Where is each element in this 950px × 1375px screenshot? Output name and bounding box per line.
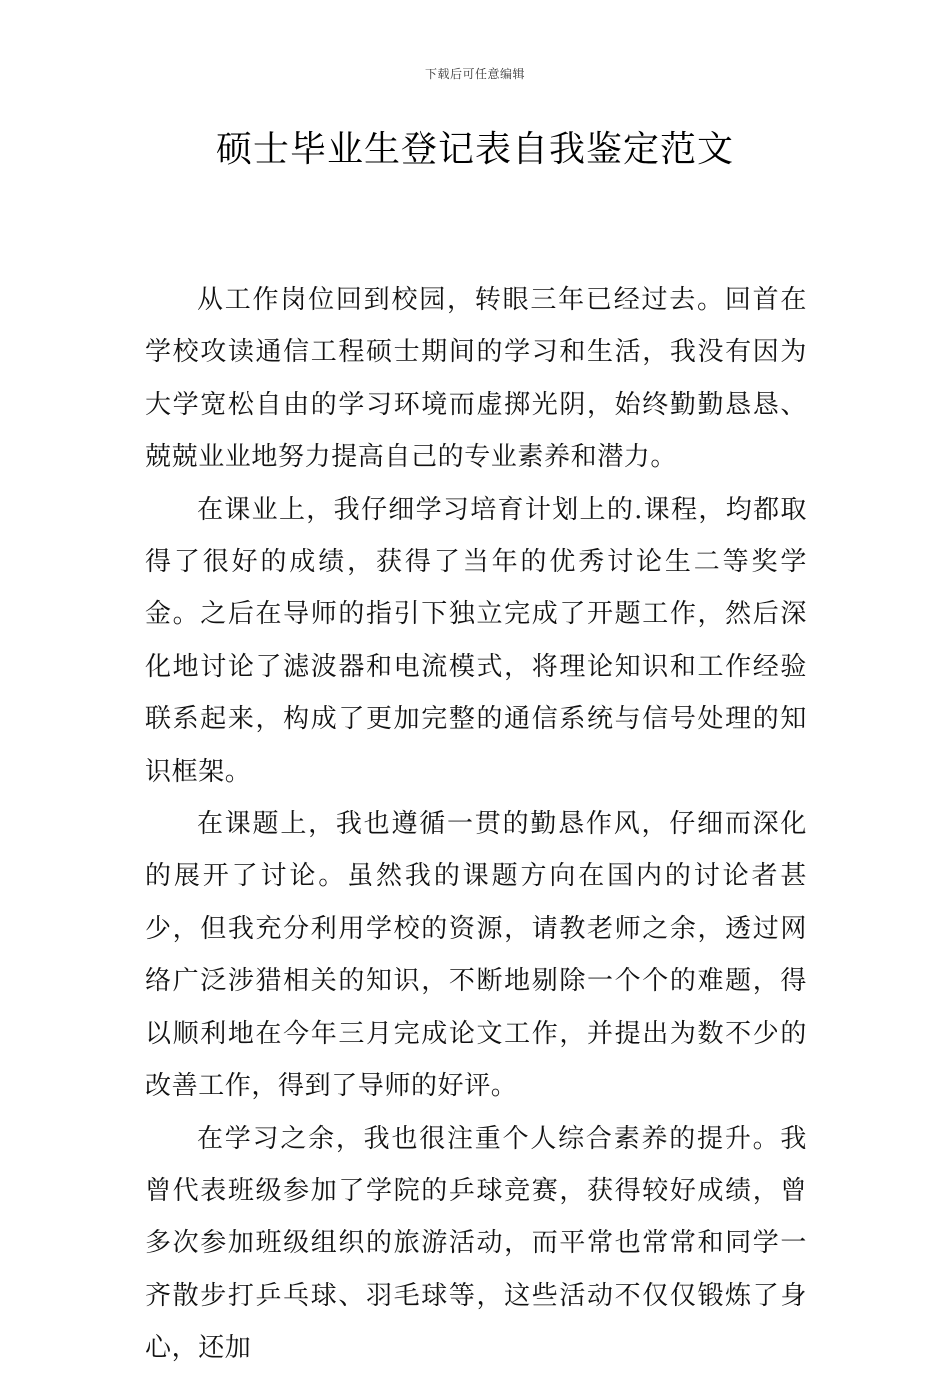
document-body xyxy=(145,274,807,1375)
document-title: 硕士毕业生登记表自我鉴定范文 xyxy=(215,129,734,170)
paragraph-4: 在学习之余，我也很注重个人综合素养的提升。我曾代表班级参加了学院的乒球竞赛，获得较好成绩，曾多次参加班级组织的旅游活动，而平常也常常和同学一齐散步打乒乓球、羽毛球等，这些活动不仅仅锻炼了身心，还加 xyxy=(145,1123,807,1364)
header-note: 下载后可任意编辑 xyxy=(424,67,525,81)
paragraph-2: 在课业上，我仔细学习培育计划上的.课程，均都取得了很好的成绩，获得了当年的优秀讨论生二等奖学金。之后在导师的指引下独立完成了开题工作，然后深化地讨论了滤波器和电流模式，将理论知识和工作经验联系起来，构成了更加完整的通信系统与信号处理的知识框架。 xyxy=(145,494,807,787)
paragraph-1: 从工作岗位回到校园，转眼三年已经过去。回首在学校攻读通信工程硕士期间的学习和生活，我没有因为大学宽松自由的学习环境而虚掷光阴，始终勤勤恳恳、兢兢业业地努力提高自己的专业素养和潜力。 xyxy=(145,285,807,473)
paragraph-3: 在课题上，我也遵循一贯的勤恳作风，仔细而深化的展开了讨论。虽然我的课题方向在国内的讨论者甚少，但我充分利用学校的资源，请教老师之余，透过网络广泛涉猎相关的知识，不断地剔除一个个的难题，得以顺利地在今年三月完成论文工作，并提出为数不少的改善工作，得到了导师的好评。 xyxy=(145,809,807,1102)
